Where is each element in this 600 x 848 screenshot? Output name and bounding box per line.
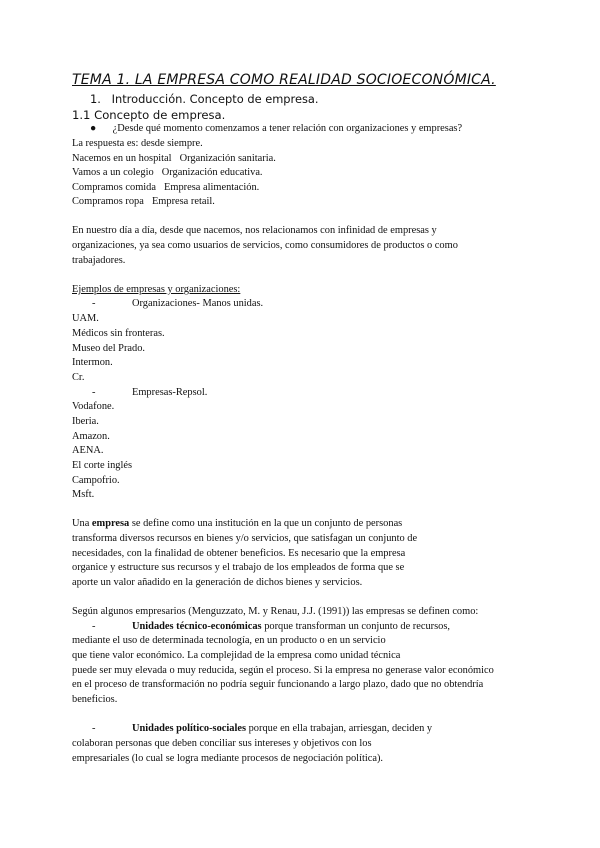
answer-line: Nacemos en un hospital Organización sanitaria. (72, 153, 276, 164)
tecnico-line: que tiene valor económico. La complejidad de la empresa como unidad técnica (72, 650, 401, 661)
list-item: UAM. (72, 313, 99, 324)
tecnico-line: beneficios. (72, 694, 118, 705)
list-item: Amazon. (72, 431, 110, 442)
list-item: Intermon. (72, 357, 113, 368)
paragraph-line: trabajadores. (72, 255, 126, 266)
list-item: Médicos sin fronteras. (72, 328, 165, 339)
tecnico-text: porque transforman un conjunto de recursos, (261, 621, 451, 632)
section-label: Introducción. Concepto de empresa. (111, 92, 319, 106)
definition-term: empresa (91, 518, 130, 529)
answer-line: Compramos comida Empresa alimentación. (72, 182, 260, 193)
answer-line: Compramos ropa Empresa retail. (72, 196, 215, 207)
subsection-heading: 1.1 Concepto de empresa. (72, 108, 226, 122)
question-text: ¿Desde qué momento comenzamos a tener relación con organizaciones y empresas? (112, 123, 463, 134)
tecnico-line: puede ser muy elevada o muy reducida, según el proceso. Si la empresa no generase valor económico (72, 665, 494, 676)
list-item: Cr. (72, 372, 85, 383)
answer-line: La respuesta es: desde siempre. (72, 138, 203, 149)
dash-marker: - (92, 387, 96, 398)
definition-line (72, 517, 402, 531)
section-number: 1. (90, 92, 101, 106)
definition-line: organice y estructure sus recursos y el trabajo de los empleados de forma que se (72, 562, 405, 573)
politico-line: colaboran personas que deben conciliar sus intereses y objetivos con los (72, 738, 372, 749)
list-item: Vodafone. (72, 401, 115, 412)
dash-marker: - (92, 723, 96, 734)
bullet-icon: ● (90, 123, 97, 134)
org-group-line (72, 297, 263, 311)
definition-line: necesidades, con la finalidad de obtener beneficios. Es necesario que la empresa (72, 548, 406, 559)
section-heading (90, 92, 319, 106)
paragraph-line: organizaciones, ya sea como usuarios de servicios, como consumidores de productos o como (72, 240, 458, 251)
dash-marker: - (92, 621, 96, 632)
citation-line: Según algunos empresarios (Menguzzato, M. y Renau, J.J. (1991)) las empresas se definen como: (72, 606, 479, 617)
org-group-label: Organizaciones- Manos unidas. (132, 298, 264, 309)
list-item: Campofrio. (72, 475, 120, 486)
definition-text: Una (72, 518, 92, 529)
list-item: Msft. (72, 489, 95, 500)
question-line (72, 122, 462, 136)
tecnico-term: Unidades técnico-económicas (132, 621, 262, 632)
politico-term: Unidades político-sociales (132, 723, 247, 734)
dash-marker: - (92, 298, 96, 309)
company-group-label: Empresas-Repsol. (132, 387, 208, 398)
definition-line: aporte un valor añadido en la generación de dichos bienes y servicios. (72, 577, 363, 588)
definition-text: se define como una institución en la que un conjunto de personas (129, 518, 403, 529)
politico-text: porque en ella trabajan, arriesgan, deciden y (246, 723, 433, 734)
examples-heading: Ejemplos de empresas y organizaciones: (72, 284, 241, 295)
answer-line: Vamos a un colegio Organización educativa. (72, 167, 263, 178)
definition-line: transforma diversos recursos en bienes y/o servicios, que satisfagan un conjunto de (72, 533, 418, 544)
tecnico-line: en el proceso de transformación no podría seguir funcionando a largo plazo, dado que no obtendría (72, 679, 484, 690)
tecnico-line: mediante el uso de determinada tecnología, en un producto o en un servicio (72, 635, 386, 646)
company-group-line (72, 386, 207, 400)
tecnico-line (72, 620, 450, 634)
list-item: AENA. (72, 445, 104, 456)
list-item: Iberia. (72, 416, 99, 427)
list-item: Museo del Prado. (72, 343, 146, 354)
politico-line (72, 722, 432, 736)
politico-line: empresariales (lo cual se logra mediante procesos de negociación política). (72, 753, 384, 764)
list-item: El corte inglés (72, 460, 133, 471)
paragraph-line: En nuestro día a día, desde que nacemos, nos relacionamos con infinidad de empresas y (72, 225, 437, 236)
page-title: TEMA 1. LA EMPRESA COMO REALIDAD SOCIOECONÓMICA. (72, 72, 496, 88)
